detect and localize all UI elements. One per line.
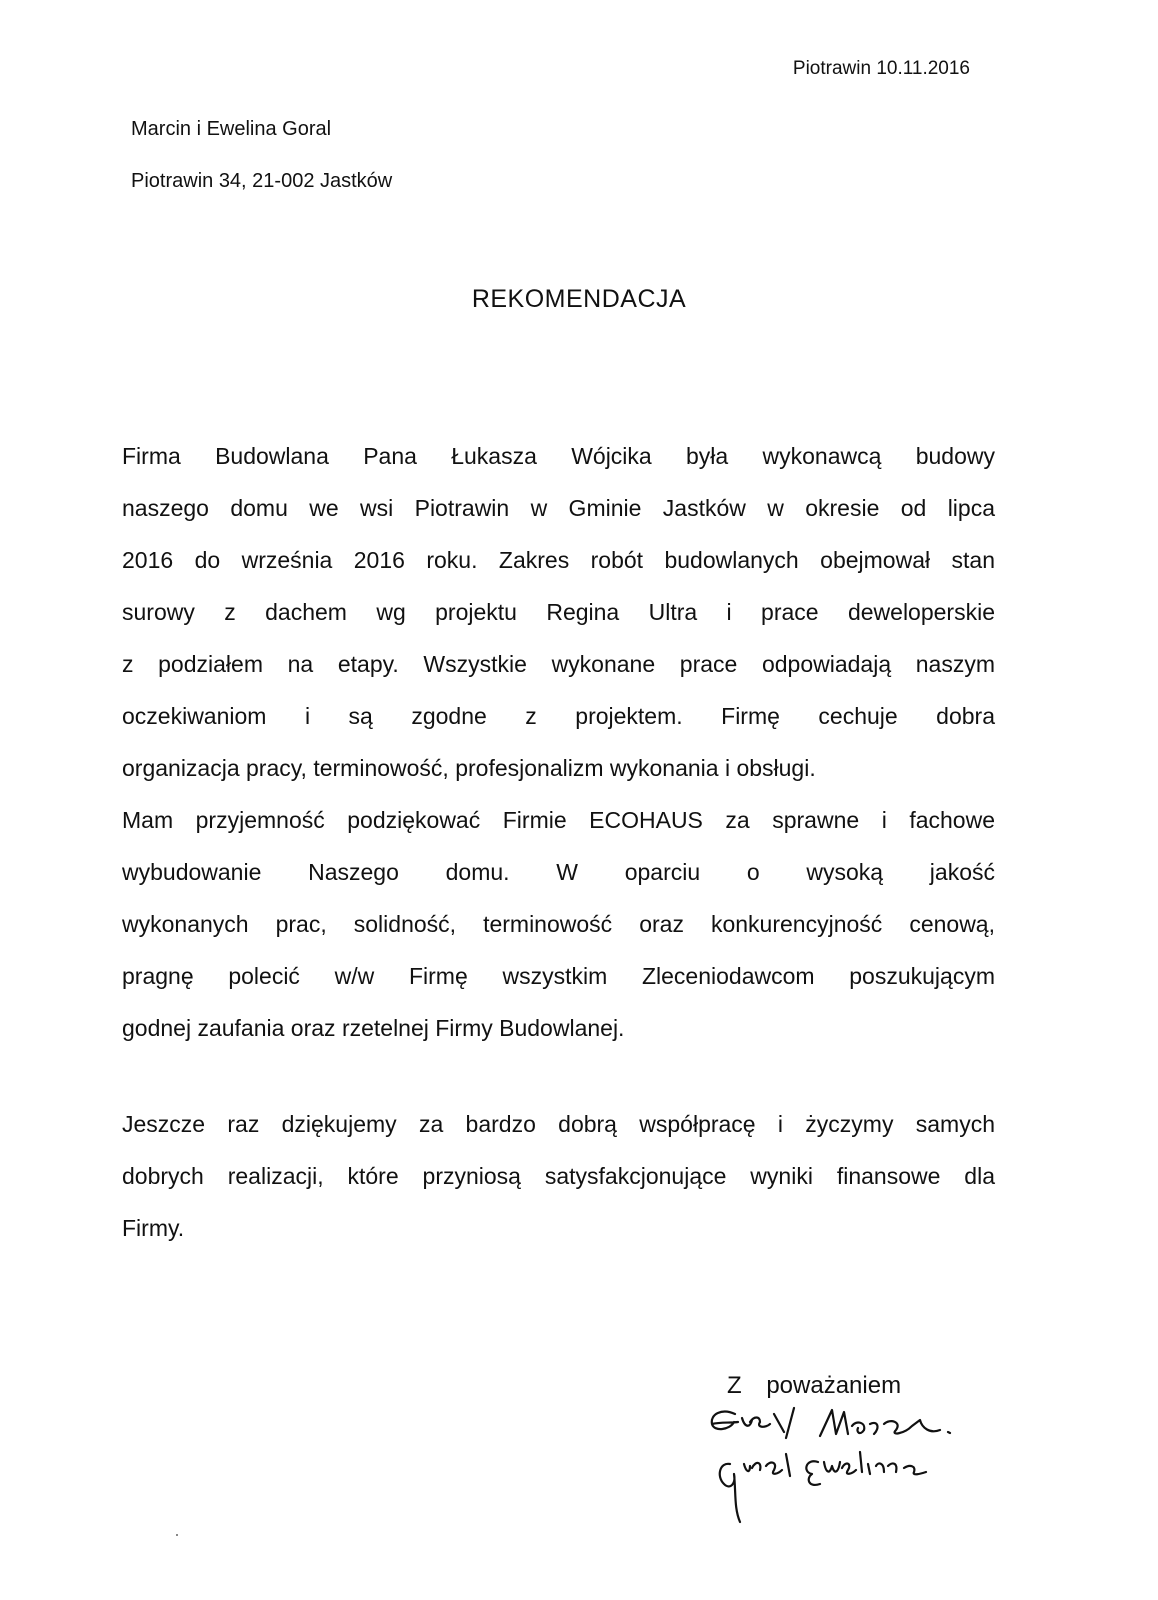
sender-address: Piotrawin 34, 21-002 Jastków [131,170,393,192]
paragraph-line: Firma Budowlana Pana Łukasza Wójcika była wykonawcą budowy [122,443,995,469]
letter-date: Piotrawin 10.11.2016 [792,58,970,79]
paragraph-line: Mam przyjemność podziękować Firmie ECOHAUS za sprawne i fachowe [122,807,995,833]
paragraph-line: 2016 do września 2016 roku. Zakres robót budowlanych obejmował stan [122,547,995,573]
closing-salutation: Z poważaniem [727,1372,902,1399]
paragraph-line: wykonanych prac, solidność, terminowość oraz konkurencyjność cenową, [122,911,995,937]
paragraph-line: wybudowanie Naszego domu. W oparciu o wysoką jakość [122,859,995,885]
paragraph-line: z podziałem na etapy. Wszystkie wykonane prace odpowiadają naszym [122,651,995,677]
paragraph-line: godnej zaufania oraz rzetelnej Firmy Budowlanej. [122,1015,625,1041]
paragraph-line: dobrych realizacji, które przyniosą satysfakcjonujące wyniki finansowe dla [122,1163,995,1189]
paragraph-line: oczekiwaniom i są zgodne z projektem. Firmę cechuje dobra [122,703,995,729]
paragraph-line: Jeszcze raz dziękujemy za bardzo dobrą współpracę i życzymy samych [122,1111,995,1137]
paragraph-line: pragnę polecić w/w Firmę wszystkim Zleceniodawcom poszukującym [122,963,995,989]
paragraph-line: organizacja pracy, terminowość, profesjonalizm wykonania i obsługi. [122,755,816,781]
recommendation-paragraph [122,430,995,1054]
thanks-paragraph [122,1098,995,1254]
paragraph-line: Firmy. [122,1215,185,1241]
document-title: REKOMENDACJA [471,285,687,313]
paragraph-line: naszego domu we wsi Piotrawin w Gminie Jastków w okresie od lipca [122,495,995,521]
scan-speck [176,1534,178,1536]
handwritten-signatures [690,1400,990,1530]
paragraph-line: surowy z dachem wg projektu Regina Ultra i prace deweloperskie [122,599,995,625]
sender-name: Marcin i Ewelina Goral [131,118,332,140]
